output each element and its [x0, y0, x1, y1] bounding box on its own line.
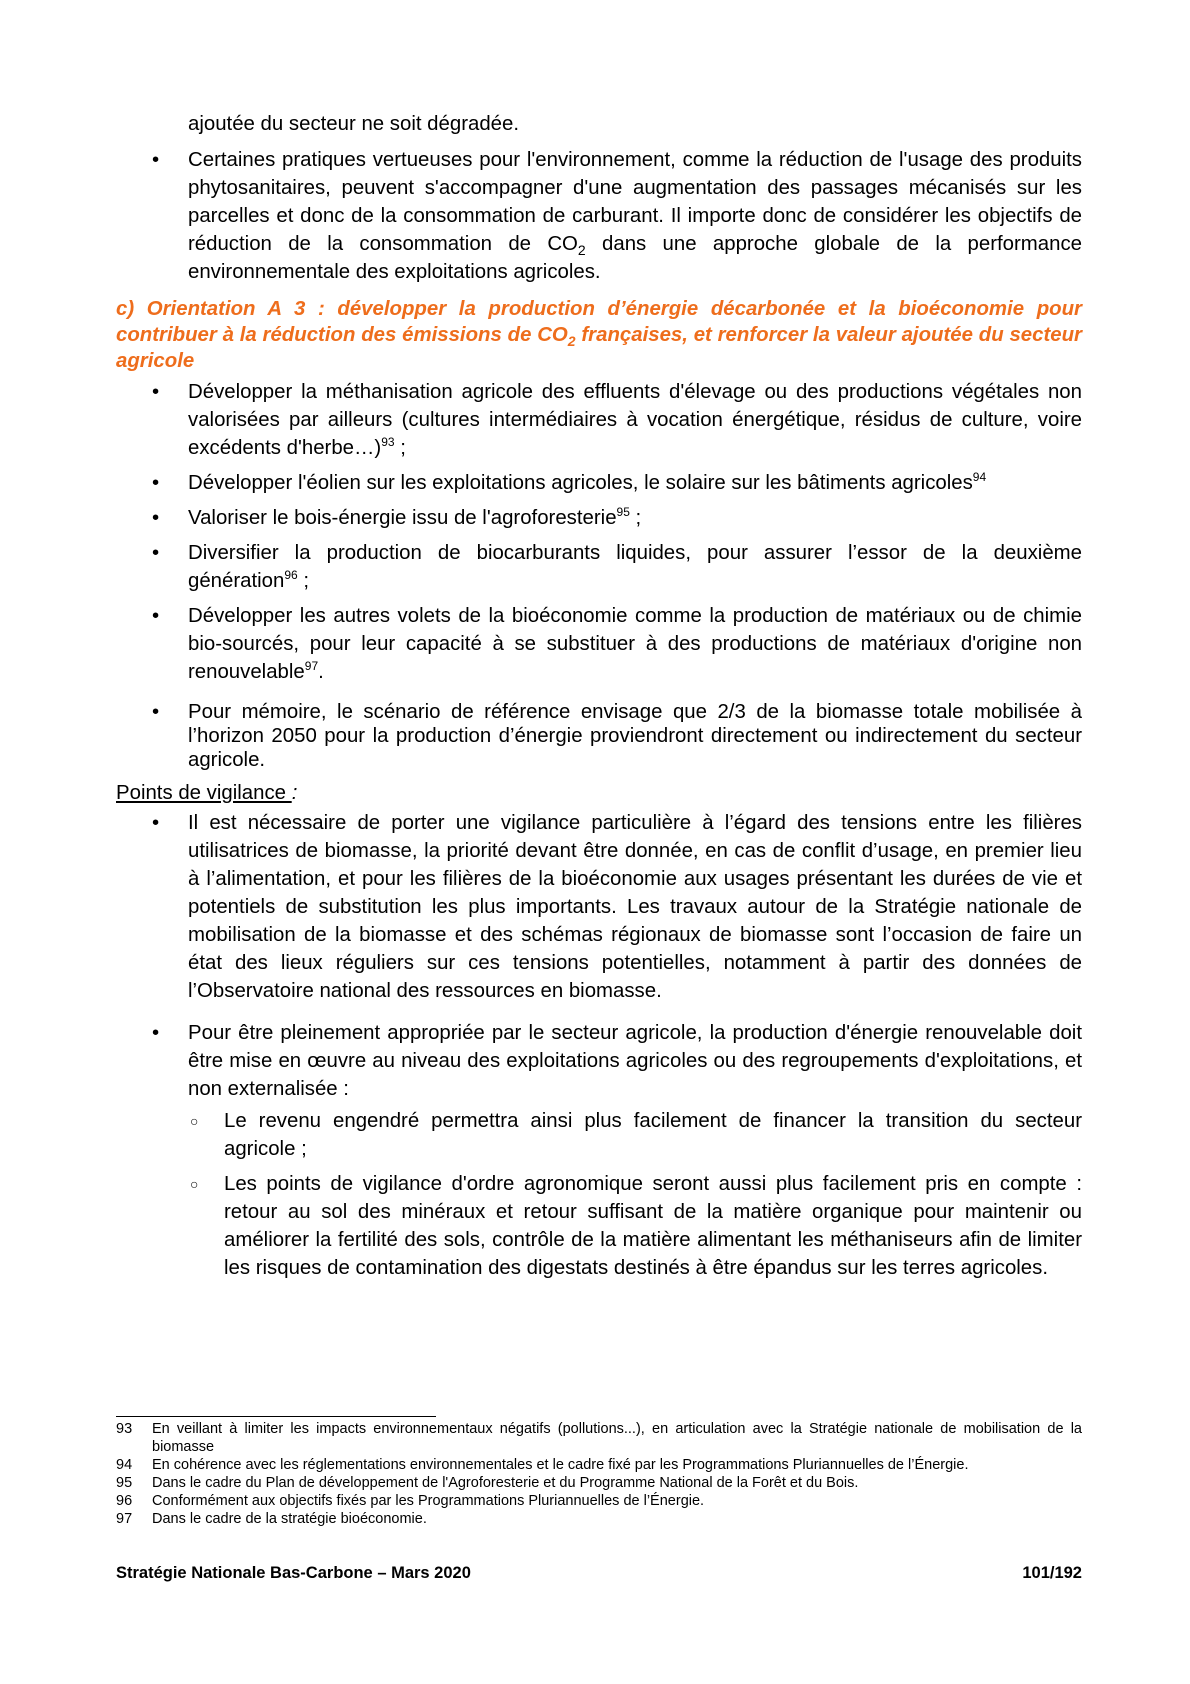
footnote-ref[interactable]: 96 — [284, 568, 298, 583]
circle-bullet-icon: ○ — [190, 1176, 199, 1192]
page-body — [116, 110, 1082, 1289]
list-item: • Développer les autres volets de la bioéconomie comme la production de matériaux ou de chimie bio-sourcés, pour leur capacité à se substituer à des productions de matériaux d'origine non renouvelable$^{97}$. — [116, 602, 1082, 686]
page-number: 101/192 — [1022, 1564, 1082, 1582]
footnote-separator — [116, 1416, 436, 1417]
list-item: • Développer l'éolien sur les exploitations agricoles, le solaire sur les bâtiments agricoles$^{94}$ — [116, 469, 1082, 497]
bullet-icon: • — [152, 507, 160, 529]
footnote-ref[interactable]: 95 — [616, 505, 630, 520]
list-item: • Diversifier la production de biocarburants liquides, pour assurer l’essor de la deuxième génération$^{96}$ ; — [116, 539, 1082, 595]
bullet-icon: • — [152, 381, 160, 403]
footnote: 95 Dans le cadre du Plan de développement de l'Agroforesterie et du Programme National de la Forêt et du Bois. — [116, 1475, 859, 1491]
footnote: 97 Dans le cadre de la stratégie bioéconomie. — [116, 1511, 427, 1527]
vigilance-bullet-list — [116, 809, 1082, 1282]
bullet-icon: • — [152, 472, 160, 494]
bullet-icon: • — [152, 812, 160, 834]
intro-continuation: ajoutée du secteur ne soit dégradée. — [188, 113, 520, 135]
footnote: 94 En cohérence avec les réglementations environnementales et le cadre fixé par les Programmations Pluriannuelles de l’Énergie. — [116, 1457, 969, 1473]
list-item: • Pour mémoire, le scénario de référence envisage que 2/3 de la biomasse totale mobilisée à l’horizon 2050 pour la production d’énergie proviendront directement ou indirectement du secteur agricole. — [152, 701, 1082, 771]
list-item: • Pour être pleinement appropriée par le secteur agricole, la production d'énergie renouvelable doit être mise en œuvre au niveau des exploitations agricoles ou des regroupements d'exploitations, et non externalisée : ○ Le revenu engendré permettra ainsi plus facilement de financer la transition du secteur agricole ; ○ Les points de vigilance d'ordre agronomique seront aussi plus facilement pris en compte : retour au sol des minéraux et retour suffisant de la matière organique pour maintenir ou améliorer la fertilité des sols, contrôle de la matière alimentant les méthaniseurs afin de limiter les risques de contamination des digestats destinés à être épandus sur les terres agricoles. — [116, 1019, 1082, 1282]
circle-bullet-icon: ○ — [190, 1113, 199, 1129]
bullet-icon: • — [152, 542, 160, 564]
bullet-icon: • — [152, 701, 160, 723]
sub-list-item: ○ Le revenu engendré permettra ainsi plus facilement de financer la transition du secteur agricole ; — [116, 1107, 1082, 1163]
page-footer — [116, 1564, 1082, 1583]
list-item: • Valoriser le bois-énergie issu de l'agroforesterie$^{95}$ ; — [116, 504, 1082, 532]
list-item: • Certaines pratiques vertueuses pour l'environnement, comme la réduction de l'usage des produits phytosanitaires, peuvent s'accompagner d'une augmentation des passages mécanisés sur les parcelles et donc de la consommation de carburant. Il importe donc de considérer les objectifs de réduction de la consommation de $CO_2$ dans une approche globale de la performance environnementale des exploitations agricoles. — [116, 146, 1082, 286]
orientation-bullet-list — [116, 378, 1082, 772]
intro-bullet-list — [116, 146, 1082, 286]
section-heading: c) Orientation A 3 : développer la production d’énergie décarbonée et la bioéconomie pour contribuer à la réduction des émissions de $CO_2$ françaises, et renforcer la valeur ajoutée du secteur agricole — [116, 298, 1082, 372]
sub-list-item: ○ Les points de vigilance d'ordre agronomique seront aussi plus facilement pris en compte : retour au sol des minéraux et retour suffisant de la matière organique pour maintenir ou améliorer la fertilité des sols, contrôle de la matière alimentant les méthaniseurs afin de limiter les risques de contamination des digestats destinés à être épandus sur les terres agricoles. — [116, 1170, 1082, 1282]
list-item: • Il est nécessaire de porter une vigilance particulière à l’égard des tensions entre les filières utilisatrices de biomasse, la priorité devant être donnée, en cas de conflit d’usage, en premier lieu à l’alimentation, et pour les filières de la bioéconomie aux usages présentant les durées de vie et potentiels de substitution les plus importants. Les travaux autour de la Stratégie nationale de mobilisation de la biomasse et des schémas régionaux de biomasse sont l’occasion de faire un état des lieux réguliers sur ces tensions potentielles, notamment à partir des données de l’Observatoire national des ressources en biomasse. — [116, 809, 1082, 1005]
sub-bullet-list — [188, 1107, 1082, 1282]
footnote: 96 Conformément aux objectifs fixés par les Programmations Pluriannuelles de l’Énergie. — [116, 1493, 705, 1509]
footnote-ref[interactable]: 97 — [304, 659, 319, 674]
bullet-icon: • — [152, 605, 160, 627]
footnotes — [116, 1420, 1082, 1528]
footnote-ref[interactable]: 93 — [381, 435, 395, 450]
bullet-icon: • — [152, 1022, 160, 1044]
footnote-ref[interactable]: 94 — [972, 470, 987, 485]
footnote: 93 En veillant à limiter les impacts environnementaux négatifs (pollutions...), en articulation avec la Stratégie nationale de mobilisation de la biomasse — [116, 1421, 1082, 1455]
footer-document-title: Stratégie Nationale Bas-Carbone – Mars 2020 — [116, 1564, 471, 1582]
list-item: • Développer la méthanisation agricole des effluents d'élevage ou des productions végétales non valorisées par ailleurs (cultures intermédiaires à vocation énergétique, résidus de culture, voire excédents d'herbe…)$^{93}$ ; — [116, 378, 1082, 462]
bullet-icon: • — [152, 149, 160, 171]
vigilance-label: Points de vigilance : — [116, 782, 298, 804]
